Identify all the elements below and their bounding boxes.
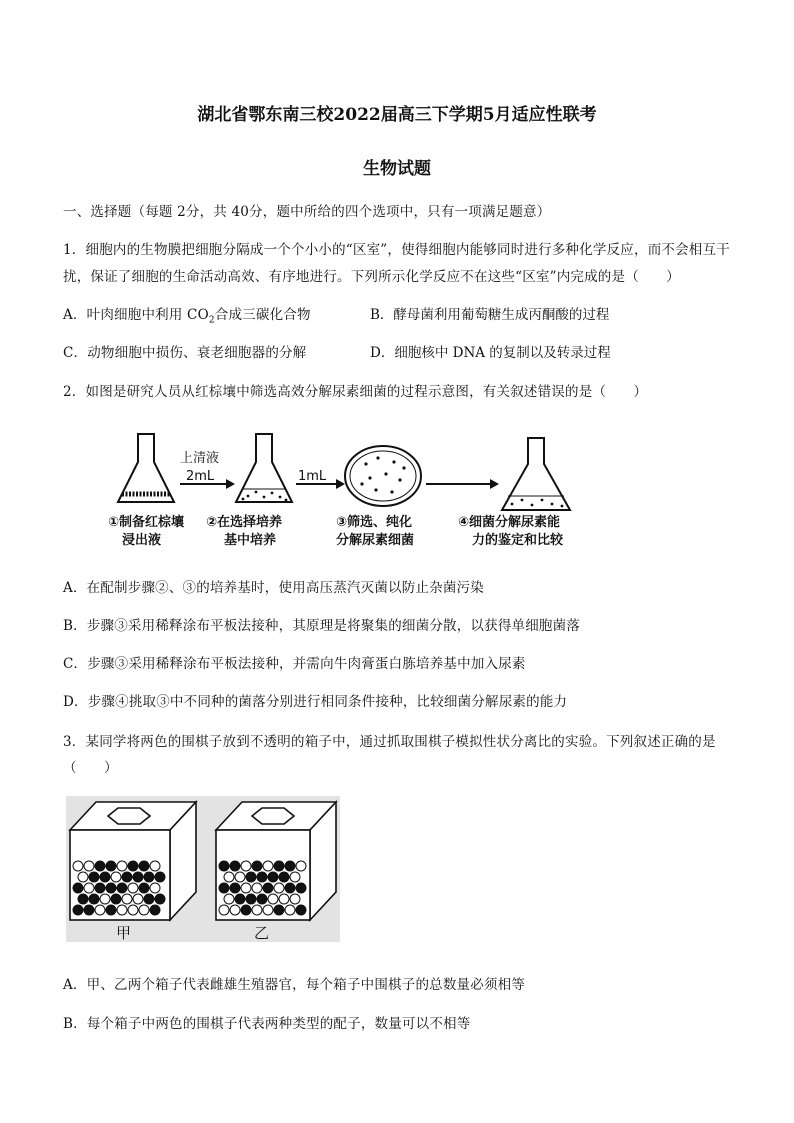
q1-stem-line2: 扰，保证了细胞的生命活动高效、有序地进行。下列所示化学反应不在这些“区室”内完成的是（ ） [63, 269, 681, 285]
q1-option-a-sub: 2 [208, 315, 215, 326]
step-2-label-a: ②在选择培养 [206, 515, 283, 530]
arrow-2-label: 1mL [298, 469, 327, 484]
go-stone [279, 894, 289, 904]
go-stone [296, 905, 306, 915]
go-stone [95, 861, 105, 871]
go-stone [230, 861, 240, 871]
go-stone [285, 861, 295, 871]
go-stone [235, 894, 245, 904]
q1-option-b: B．酵母菌利用葡萄糖生成丙酮酸的过程 [370, 307, 610, 323]
go-stone [246, 894, 256, 904]
go-stone [285, 905, 295, 915]
arrow-2-head [336, 479, 345, 489]
go-stone [155, 894, 165, 904]
q1-stem-line1: 1．细胞内的生物膜把细胞分隔成一个个小小的“区室”，使得细胞内能够同时进行多种化学反应，而不会相互干 [63, 242, 730, 258]
q2-stem: 2．如图是研究人员从红棕壤中筛选高效分解尿素细菌的过程示意图，有关叙述错误的是（ ） [63, 384, 648, 400]
go-stone [285, 883, 295, 893]
q3-option-b: B．每个箱子中两色的围棋子代表两种类型的配子，数量可以不相等 [63, 1016, 471, 1032]
q1-option-a-pre: A．叶肉细胞中利用 CO [63, 307, 209, 323]
go-stone [274, 883, 284, 893]
subject-title: 生物试题 [363, 159, 431, 179]
go-stone [246, 872, 256, 882]
go-stone [252, 905, 262, 915]
go-stone [106, 905, 116, 915]
q2-option-a: A．在配制步骤②、③的培养基时，使用高压蒸汽灭菌以防止杂菌污染 [63, 580, 484, 596]
go-stone [89, 894, 99, 904]
go-stone [296, 883, 306, 893]
step-1-label-a: ①制备红棕壤 [108, 515, 185, 530]
go-stone [78, 872, 88, 882]
q3-option-a: A．甲、乙两个箱子代表雌雄生殖器官，每个箱子中围棋子的总数量必须相等 [63, 977, 526, 993]
go-stone [224, 872, 234, 882]
go-stone [139, 905, 149, 915]
go-stone [122, 872, 132, 882]
go-stone [89, 872, 99, 882]
go-stone [133, 872, 143, 882]
go-stone [219, 883, 229, 893]
arrow-1-bottom-label: 2mL [186, 469, 215, 484]
go-stone [128, 883, 138, 893]
go-stone [111, 894, 121, 904]
go-stone [84, 861, 94, 871]
q3-figure [66, 796, 340, 942]
step-3-label-a: ③筛选、纯化 [336, 515, 413, 530]
q1-option-a-post: 合成三碳化合物 [214, 307, 311, 323]
go-stone [268, 872, 278, 882]
go-stone [73, 905, 83, 915]
arrow-1-head [226, 479, 235, 489]
step-4-label-b: 力的鉴定和比较 [472, 533, 564, 548]
go-stone [139, 883, 149, 893]
go-stone [144, 872, 154, 882]
flask-4 [502, 438, 570, 510]
q1-option-a [63, 303, 311, 326]
stones-jia [73, 861, 165, 915]
petri-dish-inner [350, 451, 416, 501]
go-stone [106, 861, 116, 871]
step-3-label-b: 分解尿素细菌 [336, 533, 415, 548]
go-stone [296, 861, 306, 871]
go-stone [224, 894, 234, 904]
go-stone [150, 861, 160, 871]
q2-figure [108, 428, 618, 558]
q3-boxes [66, 796, 340, 942]
go-stone [84, 905, 94, 915]
go-stone [155, 872, 165, 882]
go-stone [290, 894, 300, 904]
go-stone [257, 894, 267, 904]
go-stone [263, 883, 273, 893]
step-2-label-b: 基中培养 [224, 533, 277, 548]
go-stone [241, 905, 251, 915]
go-stone [241, 883, 251, 893]
q2-option-b: B．步骤③采用稀释涂布平板法接种，其原理是将聚集的细菌分散，以获得单细胞菌落 [63, 618, 581, 634]
go-stone [263, 861, 273, 871]
arrow-3-head [490, 479, 499, 489]
go-stone [128, 861, 138, 871]
go-stone [106, 883, 116, 893]
go-stone [150, 883, 160, 893]
go-stone [78, 894, 88, 904]
step-4-label-a: ④细菌分解尿素能 [458, 515, 561, 530]
go-stone [84, 883, 94, 893]
go-stone [230, 905, 240, 915]
q1-option-d: D．细胞核中 DNA 的复制以及转录过程 [370, 345, 611, 361]
go-stone [133, 894, 143, 904]
go-stone [257, 872, 267, 882]
go-stone [100, 872, 110, 882]
go-stone [241, 861, 251, 871]
go-stone [95, 883, 105, 893]
go-stone [73, 883, 83, 893]
arrow-1-top-label: 上清液 [180, 451, 220, 466]
go-stone [230, 883, 240, 893]
go-stone [219, 861, 229, 871]
go-stone [100, 894, 110, 904]
flask-4-medium [511, 499, 564, 508]
go-stone [128, 905, 138, 915]
q3-stem-line1: 3．某同学将两色的围棋子放到不透明的箱子中，通过抓取围棋子模拟性状分离比的实验。下列叙述正确的是 [63, 734, 716, 750]
go-stone [219, 905, 229, 915]
box-jia-label: 甲 [116, 924, 132, 942]
go-stone [290, 872, 300, 882]
bacterial-colonies [360, 456, 405, 493]
go-stone [139, 861, 149, 871]
flask-2-medium [242, 491, 288, 502]
go-stone [117, 905, 127, 915]
go-stone [117, 883, 127, 893]
go-stone [95, 905, 105, 915]
go-stone [73, 861, 83, 871]
go-stone [252, 861, 262, 871]
go-stone [144, 894, 154, 904]
flask-1 [118, 434, 174, 502]
q3-stem-line2: （ ） [63, 760, 118, 776]
go-stone [274, 905, 284, 915]
q1-option-c: C．动物细胞中损伤、衰老细胞器的分解 [63, 345, 307, 361]
box-yi-label: 乙 [254, 924, 270, 942]
go-stone [274, 861, 284, 871]
go-stone [235, 872, 245, 882]
step-1-label-b: 浸出液 [122, 533, 162, 548]
go-stone [279, 872, 289, 882]
flask-2 [236, 434, 292, 502]
q2-option-c: C．步骤③采用稀释涂布平板法接种，并需向牛肉膏蛋白胨培养基中加入尿素 [63, 656, 526, 672]
go-stone [117, 861, 127, 871]
go-stone [150, 905, 160, 915]
go-stone [122, 894, 132, 904]
section-heading: 一、选择题（每题 2分，共 40分，题中所给的四个选项中，只有一项满足题意） [63, 204, 551, 220]
petri-dish-outer [345, 446, 421, 506]
go-stone [268, 894, 278, 904]
go-stone [252, 883, 262, 893]
q2-option-d: D．步骤④挑取③中不同种的菌落分别进行相同条件接种，比较细菌分解尿素的能力 [63, 694, 568, 710]
exam-title: 湖北省鄂东南三校2022届高三下学期5月适应性联考 [197, 105, 597, 125]
go-stone [111, 872, 121, 882]
go-stone [263, 905, 273, 915]
